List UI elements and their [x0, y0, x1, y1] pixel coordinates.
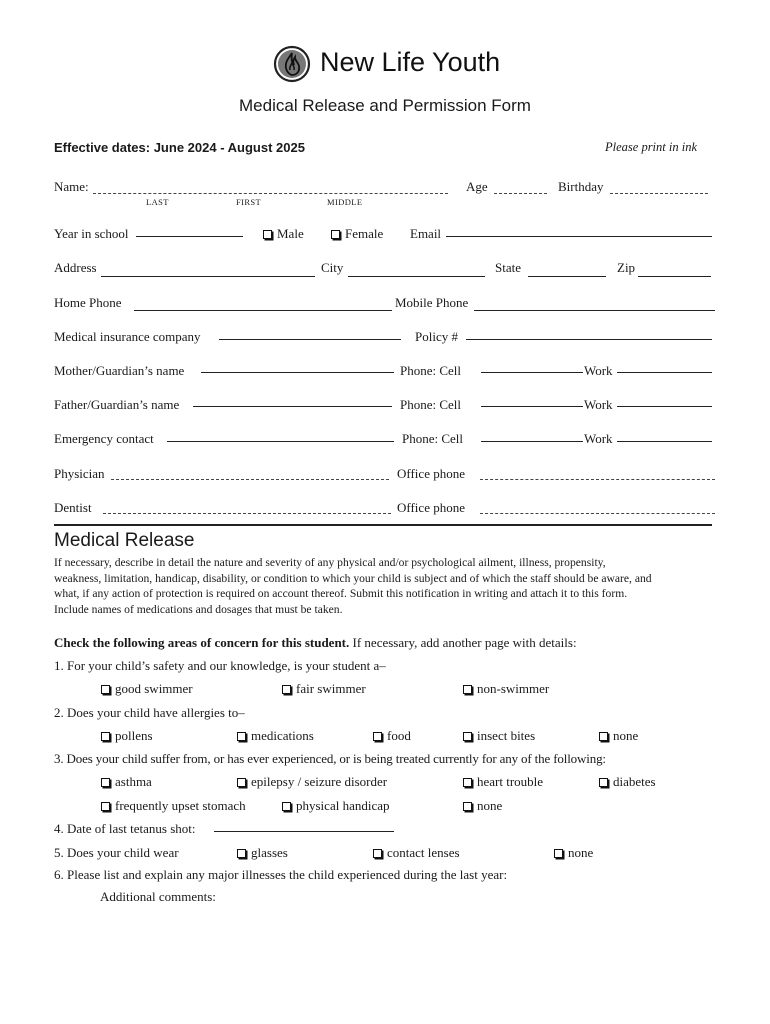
- mobile-phone-field[interactable]: [474, 310, 715, 311]
- medical-release-heading: Medical Release: [54, 530, 195, 551]
- option-label: food: [387, 728, 411, 743]
- name-middle-label: MIDDLE: [327, 197, 363, 207]
- male-option[interactable]: [263, 226, 304, 242]
- father-work-field[interactable]: [617, 406, 712, 407]
- email-field[interactable]: [446, 236, 712, 237]
- q2-option-none[interactable]: [599, 728, 638, 744]
- father-label: Father/Guardian’s name: [54, 397, 180, 412]
- question-2: 2. Does your child have allergies to–: [54, 705, 245, 720]
- brand-name: New Life Youth: [320, 47, 501, 77]
- tetanus-date-field[interactable]: [214, 831, 394, 832]
- paragraph-line: what, if any action of protection is required on account thereof. Submit this notification in writing and attach it to this form.: [54, 587, 628, 600]
- q2-option-insect-bites[interactable]: [463, 728, 535, 744]
- mother-cell-label: Phone: Cell: [400, 363, 462, 378]
- option-label: good swimmer: [115, 681, 193, 696]
- dentist-office-field[interactable]: [480, 513, 715, 514]
- address-label: Address: [54, 260, 97, 275]
- question-4: 4. Date of last tetanus shot:: [54, 821, 196, 836]
- checkbox[interactable]: [373, 732, 382, 741]
- option-label: diabetes: [613, 774, 656, 789]
- mother-work-label: Work: [584, 363, 613, 378]
- female-option[interactable]: [331, 226, 383, 242]
- city-field[interactable]: [348, 276, 485, 277]
- checkbox[interactable]: [463, 778, 472, 787]
- emergency-cell-label: Phone: Cell: [402, 431, 464, 446]
- print-note: Please print in ink: [605, 140, 697, 154]
- q1-option-fair-swimmer[interactable]: [282, 681, 366, 697]
- checkbox[interactable]: [101, 802, 110, 811]
- paragraph-line: weakness, limitation, handicap, disability, or condition to which your child is subject and of which the staff should be aware, and: [54, 571, 652, 585]
- emergency-field[interactable]: [167, 441, 394, 442]
- checkbox[interactable]: [463, 685, 472, 694]
- email-label: Email: [410, 226, 442, 241]
- option-label: none: [477, 798, 503, 813]
- checkbox[interactable]: [237, 732, 246, 741]
- emergency-work-label: Work: [584, 431, 613, 446]
- father-cell-label: Phone: Cell: [400, 397, 462, 412]
- option-label: physical handicap: [296, 798, 390, 813]
- policy-label: Policy #: [415, 329, 458, 344]
- physician-office-label: Office phone: [397, 466, 465, 481]
- birthday-label: Birthday: [558, 179, 604, 194]
- father-work-label: Work: [584, 397, 613, 412]
- q3-option-diabetes[interactable]: [599, 774, 656, 790]
- state-field[interactable]: [528, 276, 606, 277]
- male-label: Male: [277, 226, 304, 241]
- q1-option-non-swimmer[interactable]: [463, 681, 549, 697]
- emergency-label: Emergency contact: [54, 431, 154, 446]
- father-field[interactable]: [193, 406, 392, 407]
- female-checkbox[interactable]: [331, 230, 340, 239]
- emergency-cell-field[interactable]: [481, 441, 583, 442]
- paragraph-line: Include names of medications and dosages that must be taken.: [54, 602, 343, 616]
- option-label: glasses: [251, 845, 288, 860]
- effective-dates: Effective dates: June 2024 - August 2025: [54, 140, 305, 155]
- option-label: fair swimmer: [296, 681, 366, 696]
- option-label: medications: [251, 728, 314, 743]
- flame-icon: [273, 45, 311, 83]
- dentist-field[interactable]: [103, 513, 391, 514]
- checkbox[interactable]: [599, 732, 608, 741]
- checkbox[interactable]: [282, 685, 291, 694]
- physician-office-field[interactable]: [480, 479, 715, 480]
- q1-option-good-swimmer[interactable]: [101, 681, 193, 697]
- q2-option-medications[interactable]: [237, 728, 314, 744]
- q2-option-pollens[interactable]: [101, 728, 153, 744]
- checkbox[interactable]: [101, 685, 110, 694]
- question-3: 3. Does your child suffer from, or has ever experienced, or is being treated currently for any of the following:: [54, 751, 606, 766]
- q3-option-upset-stomach[interactable]: [101, 798, 246, 814]
- name-last-label: LAST: [146, 197, 169, 207]
- age-label: Age: [466, 179, 488, 194]
- name-first-label: FIRST: [236, 197, 262, 207]
- physician-label: Physician: [54, 466, 105, 481]
- q3-option-physical-handicap[interactable]: [282, 798, 390, 814]
- q5-option-contact-lenses[interactable]: [373, 845, 460, 861]
- home-phone-field[interactable]: [134, 310, 392, 311]
- q3-option-none[interactable]: [463, 798, 502, 814]
- checkbox[interactable]: [237, 778, 246, 787]
- logo: [273, 45, 311, 83]
- physician-field[interactable]: [111, 479, 389, 480]
- q3-option-asthma[interactable]: [101, 774, 152, 790]
- form-title: Medical Release and Permission Form: [239, 96, 531, 115]
- check-instructions-bold: Check the following areas of concern for this student.: [54, 635, 350, 650]
- insurance-field[interactable]: [219, 339, 401, 340]
- year-in-school-label: Year in school: [54, 226, 129, 241]
- q3-option-heart-trouble[interactable]: [463, 774, 543, 790]
- year-in-school-field[interactable]: [136, 236, 243, 237]
- checkbox[interactable]: [554, 849, 563, 858]
- section-divider: [54, 524, 712, 526]
- male-checkbox[interactable]: [263, 230, 272, 239]
- checkbox[interactable]: [463, 802, 472, 811]
- medical-paragraph: [54, 555, 724, 617]
- father-cell-field[interactable]: [481, 406, 583, 407]
- option-label: contact lenses: [387, 845, 460, 860]
- zip-label: Zip: [617, 260, 636, 275]
- option-label: heart trouble: [477, 774, 544, 789]
- birthday-field[interactable]: [610, 193, 708, 194]
- state-label: State: [495, 260, 521, 275]
- city-label: City: [321, 260, 344, 275]
- mother-field[interactable]: [201, 372, 394, 373]
- name-label: Name:: [54, 179, 89, 194]
- option-label: pollens: [115, 728, 153, 743]
- paragraph-line: If necessary, describe in detail the nature and severity of any physical and/or psychological ailment, illness, propensity,: [54, 556, 606, 569]
- option-label: none: [613, 728, 639, 743]
- age-field[interactable]: [494, 193, 547, 194]
- q3-option-epilepsy[interactable]: [237, 774, 387, 790]
- dentist-label: Dentist: [54, 500, 92, 515]
- address-field[interactable]: [101, 276, 315, 277]
- insurance-label: Medical insurance company: [54, 329, 201, 344]
- zip-field[interactable]: [638, 276, 711, 277]
- mother-work-field[interactable]: [617, 372, 712, 373]
- name-field[interactable]: [93, 193, 448, 194]
- option-label: insect bites: [477, 728, 536, 743]
- check-instructions: [54, 635, 577, 651]
- mobile-phone-label: Mobile Phone: [395, 295, 469, 310]
- checkbox[interactable]: [237, 849, 246, 858]
- option-label: epilepsy / seizure disorder: [251, 774, 388, 789]
- additional-comments-label: Additional comments:: [100, 889, 216, 904]
- emergency-work-field[interactable]: [617, 441, 712, 442]
- option-label: non-swimmer: [477, 681, 550, 696]
- question-5: 5. Does your child wear: [54, 845, 179, 860]
- checkbox[interactable]: [373, 849, 382, 858]
- checkbox[interactable]: [101, 732, 110, 741]
- mother-label: Mother/Guardian’s name: [54, 363, 185, 378]
- mother-cell-field[interactable]: [481, 372, 583, 373]
- check-instructions-rest: If necessary, add another page with details:: [349, 635, 577, 650]
- q2-option-food[interactable]: [373, 728, 411, 744]
- checkbox[interactable]: [282, 802, 291, 811]
- checkbox[interactable]: [599, 778, 608, 787]
- dentist-office-label: Office phone: [397, 500, 465, 515]
- policy-field[interactable]: [466, 339, 712, 340]
- checkbox[interactable]: [463, 732, 472, 741]
- question-6: 6. Please list and explain any major illnesses the child experienced during the last year:: [54, 867, 508, 882]
- checkbox[interactable]: [101, 778, 110, 787]
- home-phone-label: Home Phone: [54, 295, 122, 310]
- q5-option-glasses[interactable]: [237, 845, 288, 861]
- option-label: asthma: [115, 774, 152, 789]
- question-1: 1. For your child’s safety and our knowledge, is your student a–: [54, 658, 386, 673]
- option-label: frequently upset stomach: [115, 798, 246, 813]
- female-label: Female: [345, 226, 384, 241]
- q5-option-none[interactable]: [554, 845, 593, 861]
- option-label: none: [568, 845, 594, 860]
